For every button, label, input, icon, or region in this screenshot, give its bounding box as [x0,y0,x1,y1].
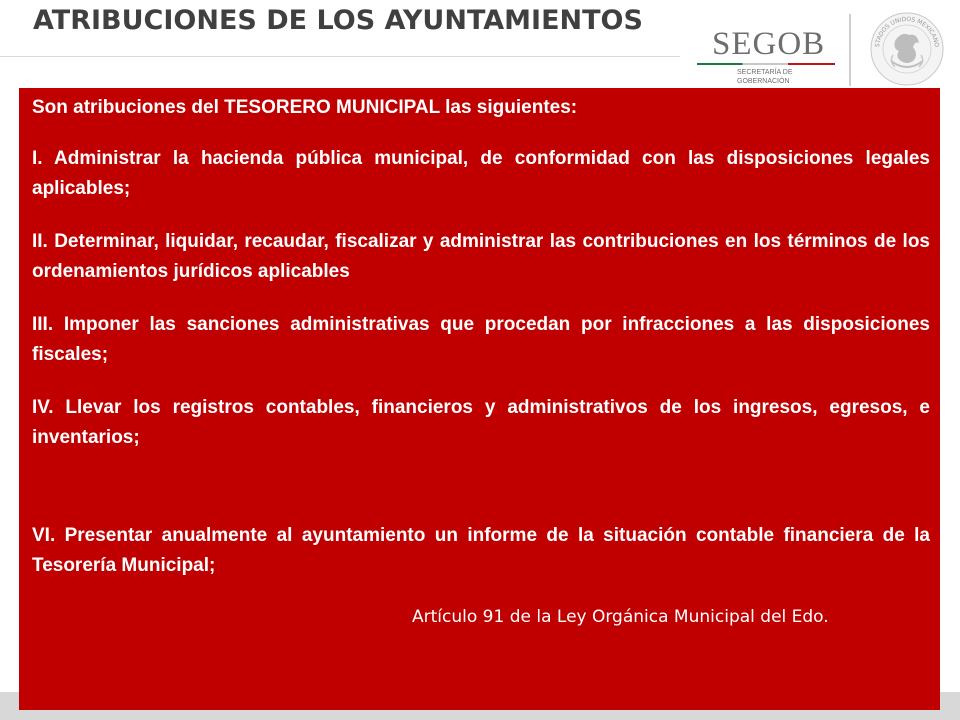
page-title: ATRIBUCIONES DE LOS AYUNTAMIENTOS [33,5,643,36]
segob-subtitle-line-1: SECRETARÍA DE [737,69,793,76]
citation-text: Artículo 91 de la Ley Orgánica Municipal del Edo. [412,607,829,627]
segob-subtitle [737,68,793,86]
list-item: I. Administrar la hacienda pública municipal, de conformidad con las disposiciones legales aplicables; [32,148,930,199]
content-panel [19,88,940,710]
intro-text: Son atribuciones del TESORERO MUNICIPAL las siguientes: [32,97,578,118]
segob-tricolor-stripe [697,63,835,65]
logo-divider [849,14,851,86]
list-item: III. Imponer las sanciones administrativas que procedan por infracciones a las disposiciones fiscales; [32,314,930,365]
list-item: IV. Llevar los registros contables, financieros y administrativos de los ingresos, egresos, e inventarios; [32,397,930,448]
header-divider [0,56,680,57]
segob-wordmark: SEGOB [712,26,826,62]
list-item: II. Determinar, liquidar, recaudar, fiscalizar y administrar las contribuciones en los términos de los ordenamientos jurídicos aplicables [32,231,930,282]
segob-subtitle-line-2: GOBERNACIÓN [737,78,790,85]
seal-inscription: STADOS UNIDOS MEXICANO [874,15,940,48]
list-item: VI. Presentar anualmente al ayuntamiento un informe de la situación contable financiera de la Tesorería Municipal; [32,525,930,576]
segob-logo [697,22,837,88]
mexican-coat-of-arms-seal [869,11,945,87]
